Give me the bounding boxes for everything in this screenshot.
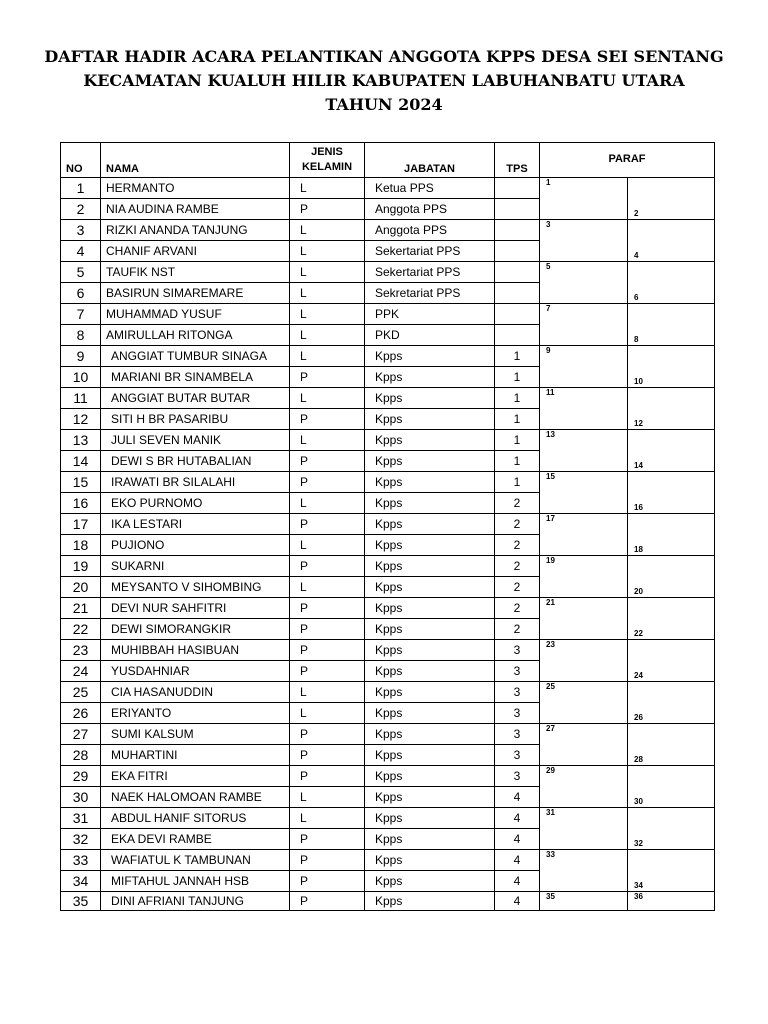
row-tps	[495, 262, 540, 283]
row-no: 25	[61, 682, 101, 703]
attendance-table	[60, 142, 715, 911]
paraf-cell-left: 29	[540, 766, 628, 808]
paraf-cell-left: 35	[540, 892, 628, 911]
row-jabatan: Kpps	[365, 367, 495, 388]
paraf-cell-right: 24	[628, 640, 715, 682]
table-row	[61, 304, 715, 325]
row-jenis-kelamin: L	[290, 262, 365, 283]
header-no: NO	[61, 143, 101, 178]
header-paraf: PARAF	[540, 143, 715, 178]
row-no: 32	[61, 829, 101, 850]
table-row	[61, 598, 715, 619]
paraf-cell-left: 33	[540, 850, 628, 892]
row-nama: MARIANI BR SINAMBELA	[101, 367, 290, 388]
table-row	[61, 808, 715, 829]
title-line-1: DAFTAR HADIR ACARA PELANTIKAN ANGGOTA KPPS DESA SEI SENTANG	[44, 47, 724, 66]
row-no: 18	[61, 535, 101, 556]
row-no: 16	[61, 493, 101, 514]
row-tps: 1	[495, 346, 540, 367]
row-jabatan: Kpps	[365, 766, 495, 787]
paraf-cell-right: 20	[628, 556, 715, 598]
row-jenis-kelamin: L	[290, 703, 365, 724]
paraf-cell-left: 11	[540, 388, 628, 430]
row-tps: 2	[495, 493, 540, 514]
header-jabatan: JABATAN	[365, 143, 495, 178]
row-tps: 2	[495, 598, 540, 619]
row-no: 26	[61, 703, 101, 724]
row-jabatan: Kpps	[365, 409, 495, 430]
row-jabatan: Kpps	[365, 787, 495, 808]
row-no: 14	[61, 451, 101, 472]
row-jenis-kelamin: L	[290, 388, 365, 409]
row-jabatan: Kpps	[365, 388, 495, 409]
paraf-cell-right: 8	[628, 304, 715, 346]
row-nama: YUSDAHNIAR	[101, 661, 290, 682]
row-nama: ERIYANTO	[101, 703, 290, 724]
row-jabatan: Kpps	[365, 661, 495, 682]
row-no: 1	[61, 178, 101, 199]
row-no: 21	[61, 598, 101, 619]
row-jenis-kelamin: P	[290, 640, 365, 661]
row-jabatan: Kpps	[365, 682, 495, 703]
row-jenis-kelamin: L	[290, 493, 365, 514]
row-nama: DEVI NUR SAHFITRI	[101, 598, 290, 619]
title-line-2: KECAMATAN KUALUH HILIR KABUPATEN LABUHANBATU UTARA	[83, 71, 685, 90]
row-no: 22	[61, 619, 101, 640]
row-no: 20	[61, 577, 101, 598]
paraf-cell-left: 5	[540, 262, 628, 304]
row-tps: 3	[495, 661, 540, 682]
row-jenis-kelamin: P	[290, 661, 365, 682]
paraf-cell-right: 2	[628, 178, 715, 220]
row-tps	[495, 241, 540, 262]
row-jenis-kelamin: L	[290, 787, 365, 808]
row-nama: RIZKI ANANDA TANJUNG	[101, 220, 290, 241]
table-row	[61, 514, 715, 535]
row-jabatan: Kpps	[365, 472, 495, 493]
row-jenis-kelamin: P	[290, 472, 365, 493]
row-tps: 3	[495, 640, 540, 661]
paraf-cell-left: 23	[540, 640, 628, 682]
row-jenis-kelamin: P	[290, 199, 365, 220]
row-tps	[495, 199, 540, 220]
row-nama: ANGGIAT TUMBUR SINAGA	[101, 346, 290, 367]
row-tps: 1	[495, 367, 540, 388]
row-nama: PUJIONO	[101, 535, 290, 556]
row-nama: DEWI S BR HUTABALIAN	[101, 451, 290, 472]
table-row	[61, 556, 715, 577]
row-nama: MUHARTINI	[101, 745, 290, 766]
row-jabatan: Kpps	[365, 556, 495, 577]
row-nama: NAEK HALOMOAN RAMBE	[101, 787, 290, 808]
row-nama: HERMANTO	[101, 178, 290, 199]
table-row	[61, 178, 715, 199]
row-nama: WAFIATUL K TAMBUNAN	[101, 850, 290, 871]
row-tps: 4	[495, 892, 540, 911]
row-jabatan: Kpps	[365, 346, 495, 367]
paraf-cell-right: 36	[628, 892, 715, 911]
row-no: 28	[61, 745, 101, 766]
paraf-cell-left: 25	[540, 682, 628, 724]
row-jenis-kelamin: P	[290, 892, 365, 911]
row-no: 3	[61, 220, 101, 241]
row-jabatan: Anggota PPS	[365, 220, 495, 241]
row-jenis-kelamin: L	[290, 682, 365, 703]
row-tps: 4	[495, 871, 540, 892]
table-row	[61, 430, 715, 451]
table-row	[61, 850, 715, 871]
row-jenis-kelamin: L	[290, 325, 365, 346]
row-jenis-kelamin: L	[290, 304, 365, 325]
row-no: 33	[61, 850, 101, 871]
row-no: 35	[61, 892, 101, 911]
row-tps	[495, 178, 540, 199]
row-jenis-kelamin: L	[290, 535, 365, 556]
row-tps	[495, 283, 540, 304]
row-jabatan: PPK	[365, 304, 495, 325]
row-tps: 1	[495, 409, 540, 430]
paraf-cell-right: 30	[628, 766, 715, 808]
row-jabatan: Kpps	[365, 850, 495, 871]
row-tps: 1	[495, 388, 540, 409]
paraf-cell-right: 12	[628, 388, 715, 430]
paraf-cell-left: 13	[540, 430, 628, 472]
row-nama: CIA HASANUDDIN	[101, 682, 290, 703]
row-jenis-kelamin: P	[290, 745, 365, 766]
paraf-cell-left: 17	[540, 514, 628, 556]
row-jabatan: Kpps	[365, 724, 495, 745]
table-row	[61, 724, 715, 745]
row-jenis-kelamin: L	[290, 346, 365, 367]
header-jenis: JENIS	[311, 146, 343, 158]
row-jenis-kelamin: P	[290, 409, 365, 430]
row-nama: MEYSANTO V SIHOMBING	[101, 577, 290, 598]
row-no: 15	[61, 472, 101, 493]
table-row	[61, 472, 715, 493]
row-tps: 1	[495, 451, 540, 472]
paraf-cell-right: 4	[628, 220, 715, 262]
row-jenis-kelamin: P	[290, 766, 365, 787]
row-jenis-kelamin: P	[290, 871, 365, 892]
row-jabatan: Kpps	[365, 514, 495, 535]
row-nama: IKA LESTARI	[101, 514, 290, 535]
table-row	[61, 766, 715, 787]
row-no: 7	[61, 304, 101, 325]
row-no: 9	[61, 346, 101, 367]
row-no: 31	[61, 808, 101, 829]
row-nama: TAUFIK NST	[101, 262, 290, 283]
row-jabatan: Kpps	[365, 619, 495, 640]
header-kelamin: KELAMIN	[301, 161, 353, 173]
paraf-cell-left: 19	[540, 556, 628, 598]
row-jabatan: Kpps	[365, 577, 495, 598]
paraf-cell-right: 22	[628, 598, 715, 640]
row-nama: DEWI SIMORANGKIR	[101, 619, 290, 640]
row-jenis-kelamin: P	[290, 451, 365, 472]
table-row	[61, 682, 715, 703]
row-tps: 2	[495, 577, 540, 598]
table-row	[61, 640, 715, 661]
row-jabatan: Sekertariat PPS	[365, 262, 495, 283]
row-jenis-kelamin: P	[290, 556, 365, 577]
row-nama: ABDUL HANIF SITORUS	[101, 808, 290, 829]
row-tps: 2	[495, 535, 540, 556]
row-no: 30	[61, 787, 101, 808]
row-no: 34	[61, 871, 101, 892]
row-tps: 3	[495, 703, 540, 724]
row-nama: SITI H BR PASARIBU	[101, 409, 290, 430]
row-nama: AMIRULLAH RITONGA	[101, 325, 290, 346]
paraf-cell-right: 14	[628, 430, 715, 472]
row-nama: EKA DEVI RAMBE	[101, 829, 290, 850]
row-tps: 3	[495, 766, 540, 787]
row-tps: 4	[495, 787, 540, 808]
paraf-cell-right: 28	[628, 724, 715, 766]
paraf-cell-left: 15	[540, 472, 628, 514]
paraf-cell-right: 32	[628, 808, 715, 850]
row-nama: SUMI KALSUM	[101, 724, 290, 745]
row-jabatan: Kpps	[365, 598, 495, 619]
row-no: 10	[61, 367, 101, 388]
row-tps: 4	[495, 850, 540, 871]
row-jabatan: Kpps	[365, 703, 495, 724]
row-no: 17	[61, 514, 101, 535]
row-tps	[495, 325, 540, 346]
row-tps: 3	[495, 745, 540, 766]
row-no: 13	[61, 430, 101, 451]
row-jabatan: Kpps	[365, 745, 495, 766]
row-jabatan: Kpps	[365, 892, 495, 911]
table-row	[61, 346, 715, 367]
row-jenis-kelamin: L	[290, 430, 365, 451]
row-jabatan: Kpps	[365, 493, 495, 514]
table-row	[61, 388, 715, 409]
row-no: 4	[61, 241, 101, 262]
row-jabatan: Kpps	[365, 829, 495, 850]
row-jenis-kelamin: P	[290, 829, 365, 850]
row-jabatan: Kpps	[365, 640, 495, 661]
row-jabatan: Kpps	[365, 451, 495, 472]
row-no: 27	[61, 724, 101, 745]
row-jenis-kelamin: L	[290, 283, 365, 304]
row-jenis-kelamin: L	[290, 220, 365, 241]
row-jabatan: Kpps	[365, 808, 495, 829]
row-tps: 3	[495, 724, 540, 745]
row-no: 11	[61, 388, 101, 409]
row-jabatan: Sekertariat PPS	[365, 241, 495, 262]
row-no: 12	[61, 409, 101, 430]
row-tps: 4	[495, 829, 540, 850]
row-jenis-kelamin: P	[290, 850, 365, 871]
row-no: 6	[61, 283, 101, 304]
paraf-cell-left: 9	[540, 346, 628, 388]
row-jabatan: Sekretariat PPS	[365, 283, 495, 304]
paraf-cell-right: 16	[628, 472, 715, 514]
header-nama: NAMA	[101, 143, 290, 178]
row-jabatan: Anggota PPS	[365, 199, 495, 220]
row-tps: 1	[495, 472, 540, 493]
table-header-row	[61, 143, 715, 178]
row-nama: SUKARNI	[101, 556, 290, 577]
row-no: 19	[61, 556, 101, 577]
row-nama: IRAWATI BR SILALAHI	[101, 472, 290, 493]
row-jenis-kelamin: P	[290, 598, 365, 619]
row-nama: MUHIBBAH HASIBUAN	[101, 640, 290, 661]
row-nama: DINI AFRIANI TANJUNG	[101, 892, 290, 911]
row-nama: CHANIF ARVANI	[101, 241, 290, 262]
table-row	[61, 220, 715, 241]
row-tps: 1	[495, 430, 540, 451]
row-jenis-kelamin: P	[290, 514, 365, 535]
row-tps: 4	[495, 808, 540, 829]
row-jabatan: Kpps	[365, 430, 495, 451]
row-nama: EKO PURNOMO	[101, 493, 290, 514]
row-jenis-kelamin: L	[290, 577, 365, 598]
paraf-cell-left: 21	[540, 598, 628, 640]
paraf-cell-left: 7	[540, 304, 628, 346]
paraf-cell-right: 18	[628, 514, 715, 556]
row-nama: MUHAMMAD YUSUF	[101, 304, 290, 325]
row-tps: 2	[495, 556, 540, 577]
row-jabatan: Kpps	[365, 871, 495, 892]
row-no: 23	[61, 640, 101, 661]
row-jenis-kelamin: L	[290, 178, 365, 199]
row-nama: JULI SEVEN MANIK	[101, 430, 290, 451]
table-row	[61, 262, 715, 283]
paraf-cell-right: 34	[628, 850, 715, 892]
row-tps: 2	[495, 619, 540, 640]
row-tps: 3	[495, 682, 540, 703]
paraf-cell-left: 1	[540, 178, 628, 220]
row-jenis-kelamin: L	[290, 241, 365, 262]
header-jenis-kelamin	[290, 143, 365, 178]
row-jenis-kelamin: P	[290, 724, 365, 745]
row-jenis-kelamin: P	[290, 619, 365, 640]
row-nama: BASIRUN SIMAREMARE	[101, 283, 290, 304]
row-jenis-kelamin: P	[290, 367, 365, 388]
row-nama: EKA FITRI	[101, 766, 290, 787]
paraf-cell-right: 6	[628, 262, 715, 304]
row-no: 5	[61, 262, 101, 283]
row-no: 2	[61, 199, 101, 220]
paraf-cell-left: 27	[540, 724, 628, 766]
row-nama: ANGGIAT BUTAR BUTAR	[101, 388, 290, 409]
row-nama: NIA AUDINA RAMBE	[101, 199, 290, 220]
header-tps: TPS	[495, 143, 540, 178]
row-tps	[495, 304, 540, 325]
row-no: 8	[61, 325, 101, 346]
row-tps	[495, 220, 540, 241]
paraf-cell-left: 3	[540, 220, 628, 262]
row-tps: 2	[495, 514, 540, 535]
row-jabatan: PKD	[365, 325, 495, 346]
paraf-cell-right: 26	[628, 682, 715, 724]
row-jabatan: Ketua PPS	[365, 178, 495, 199]
row-nama: MIFTAHUL JANNAH HSB	[101, 871, 290, 892]
table-row	[61, 892, 715, 911]
title-line-3: TAHUN 2024	[325, 95, 443, 114]
paraf-cell-left: 31	[540, 808, 628, 850]
row-no: 29	[61, 766, 101, 787]
paraf-cell-right: 10	[628, 346, 715, 388]
row-jenis-kelamin: L	[290, 808, 365, 829]
row-no: 24	[61, 661, 101, 682]
row-jabatan: Kpps	[365, 535, 495, 556]
